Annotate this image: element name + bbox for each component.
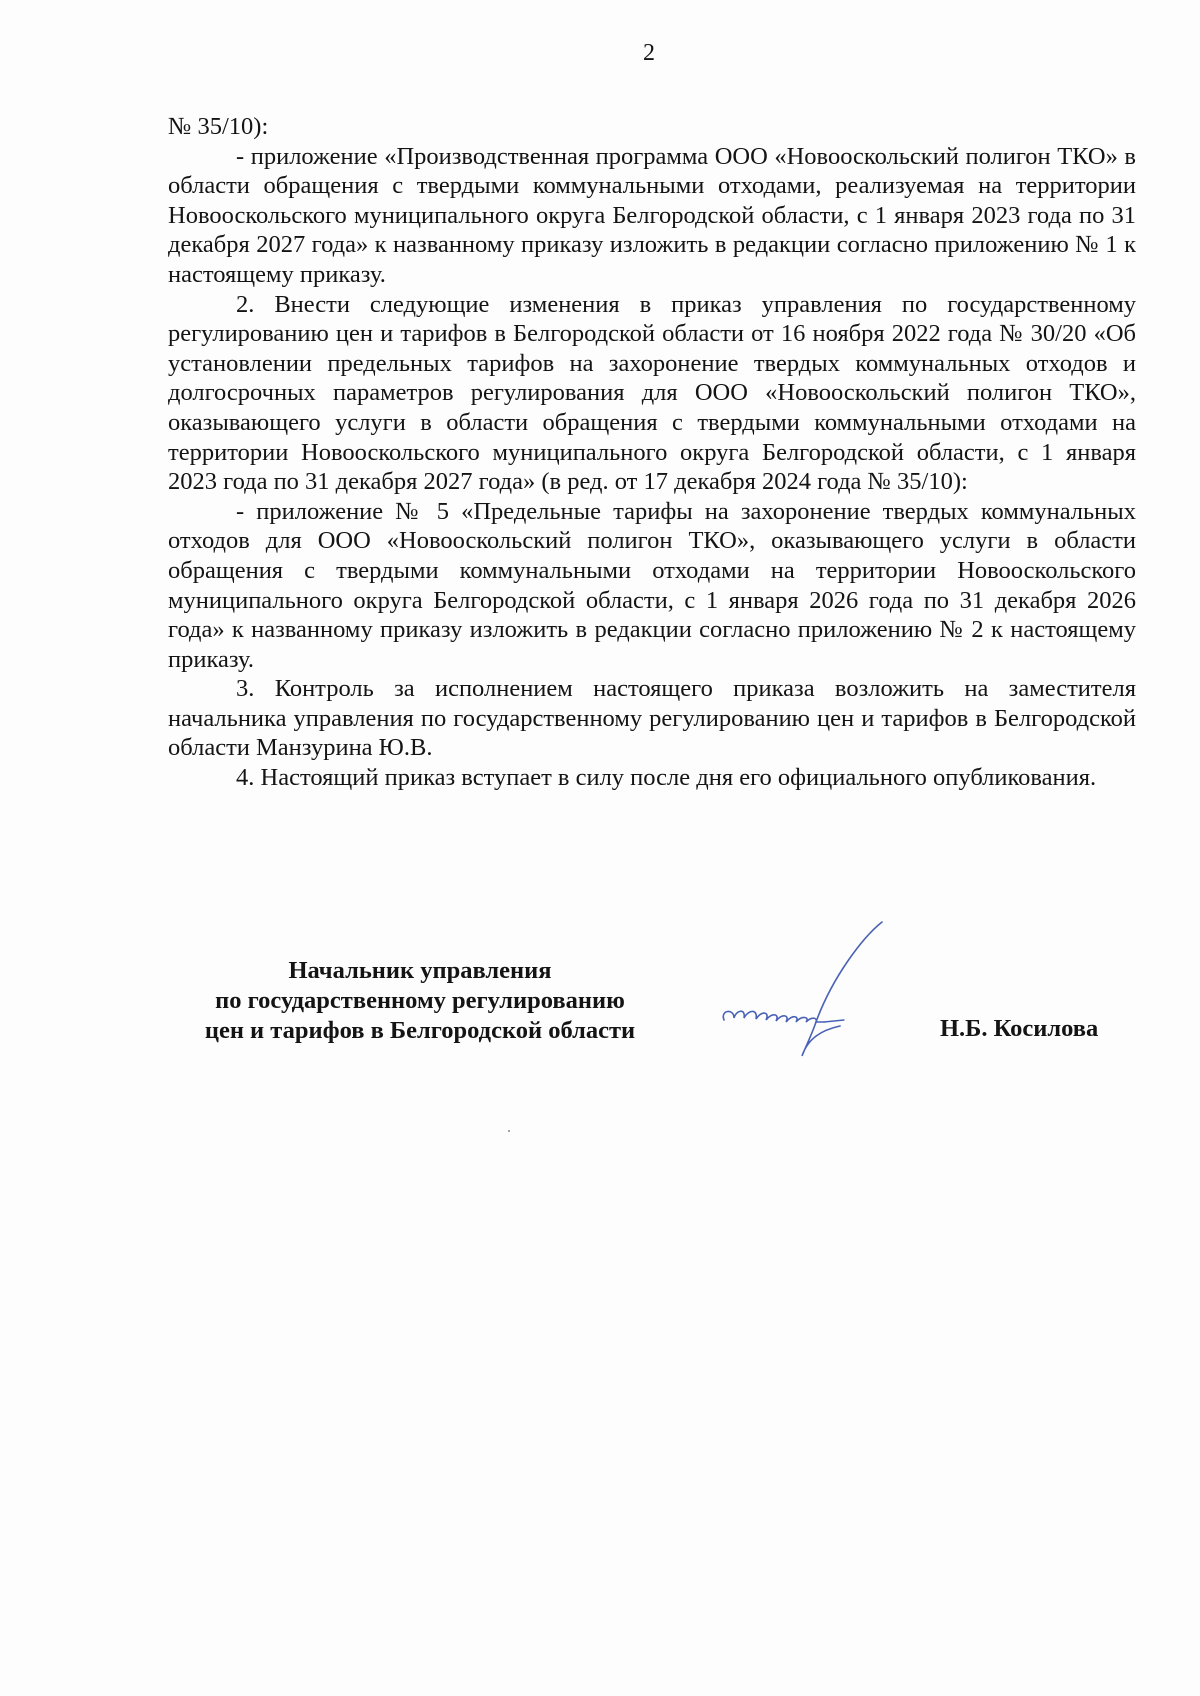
position-line: Начальник управления: [288, 957, 552, 984]
paragraph-appendix-5: - приложение № 5 «Предельные тарифы на захоронение твердых коммунальных отходов для ООО «Новооскольский полигон ТКО», оказывающего услуги в области обращения с твердыми коммунальными отходами на территории Новооскольского муниципального округа Белгородской области, с 1 января 2026 года по 31 декабря 2026 года» к названному приказу изложить в редакции согласно приложению № 2 к настоящему приказу.: [168, 497, 1136, 673]
signer-name: Н.Б. Косилова: [940, 1015, 1099, 1042]
paragraph-item-2: 2. Внести следующие изменения в приказ управления по государственному регулированию цен и тарифов в Белгородской области от 16 ноября 2022 года № 30/20 «Об установлении предельных тарифов на захоронение твердых коммунальных отходов и долгосрочных параметров регулирования для ООО «Новооскольский полигон ТКО», оказывающего услуги в области обращения с твердыми коммунальными отходами на территории Новооскольского муниципального округа Белгородской области, с 1 января 2023 года по 31 декабря 2027 года» (в ред. от 17 декабря 2024 года № 35/10):: [168, 290, 1136, 496]
paragraph-appendix-1: - приложение «Производственная программа ООО «Новооскольский полигон ТКО» в области обращения с твердыми коммунальными отходами, реализуемая на территории Новооскольского муниципального округа Белгородской области, с 1 января 2023 года по 31 декабря 2027 года» к названному приказу изложить в редакции согласно приложению № 1 к настоящему приказу.: [168, 142, 1136, 288]
handwritten-signature: [712, 918, 902, 1068]
position-line: цен и тарифов в Белгородской области: [204, 1017, 636, 1044]
page-number: 2: [643, 40, 655, 66]
signatory-position: [160, 956, 680, 1046]
paragraph-item-3: 3. Контроль за исполнением настоящего приказа возложить на заместителя начальника управления по государственному регулированию цен и тарифов в Белгородской области Манзурина Ю.В.: [168, 675, 1136, 762]
position-line: по государственному регулированию: [215, 987, 625, 1014]
paragraph-item-4: 4. Настоящий приказ вступает в силу после дня его официального опубликования.: [236, 764, 1097, 792]
document-body: [168, 112, 1136, 793]
scan-speck: [508, 1130, 510, 1132]
paragraph-continuation: № 35/10):: [168, 113, 269, 140]
